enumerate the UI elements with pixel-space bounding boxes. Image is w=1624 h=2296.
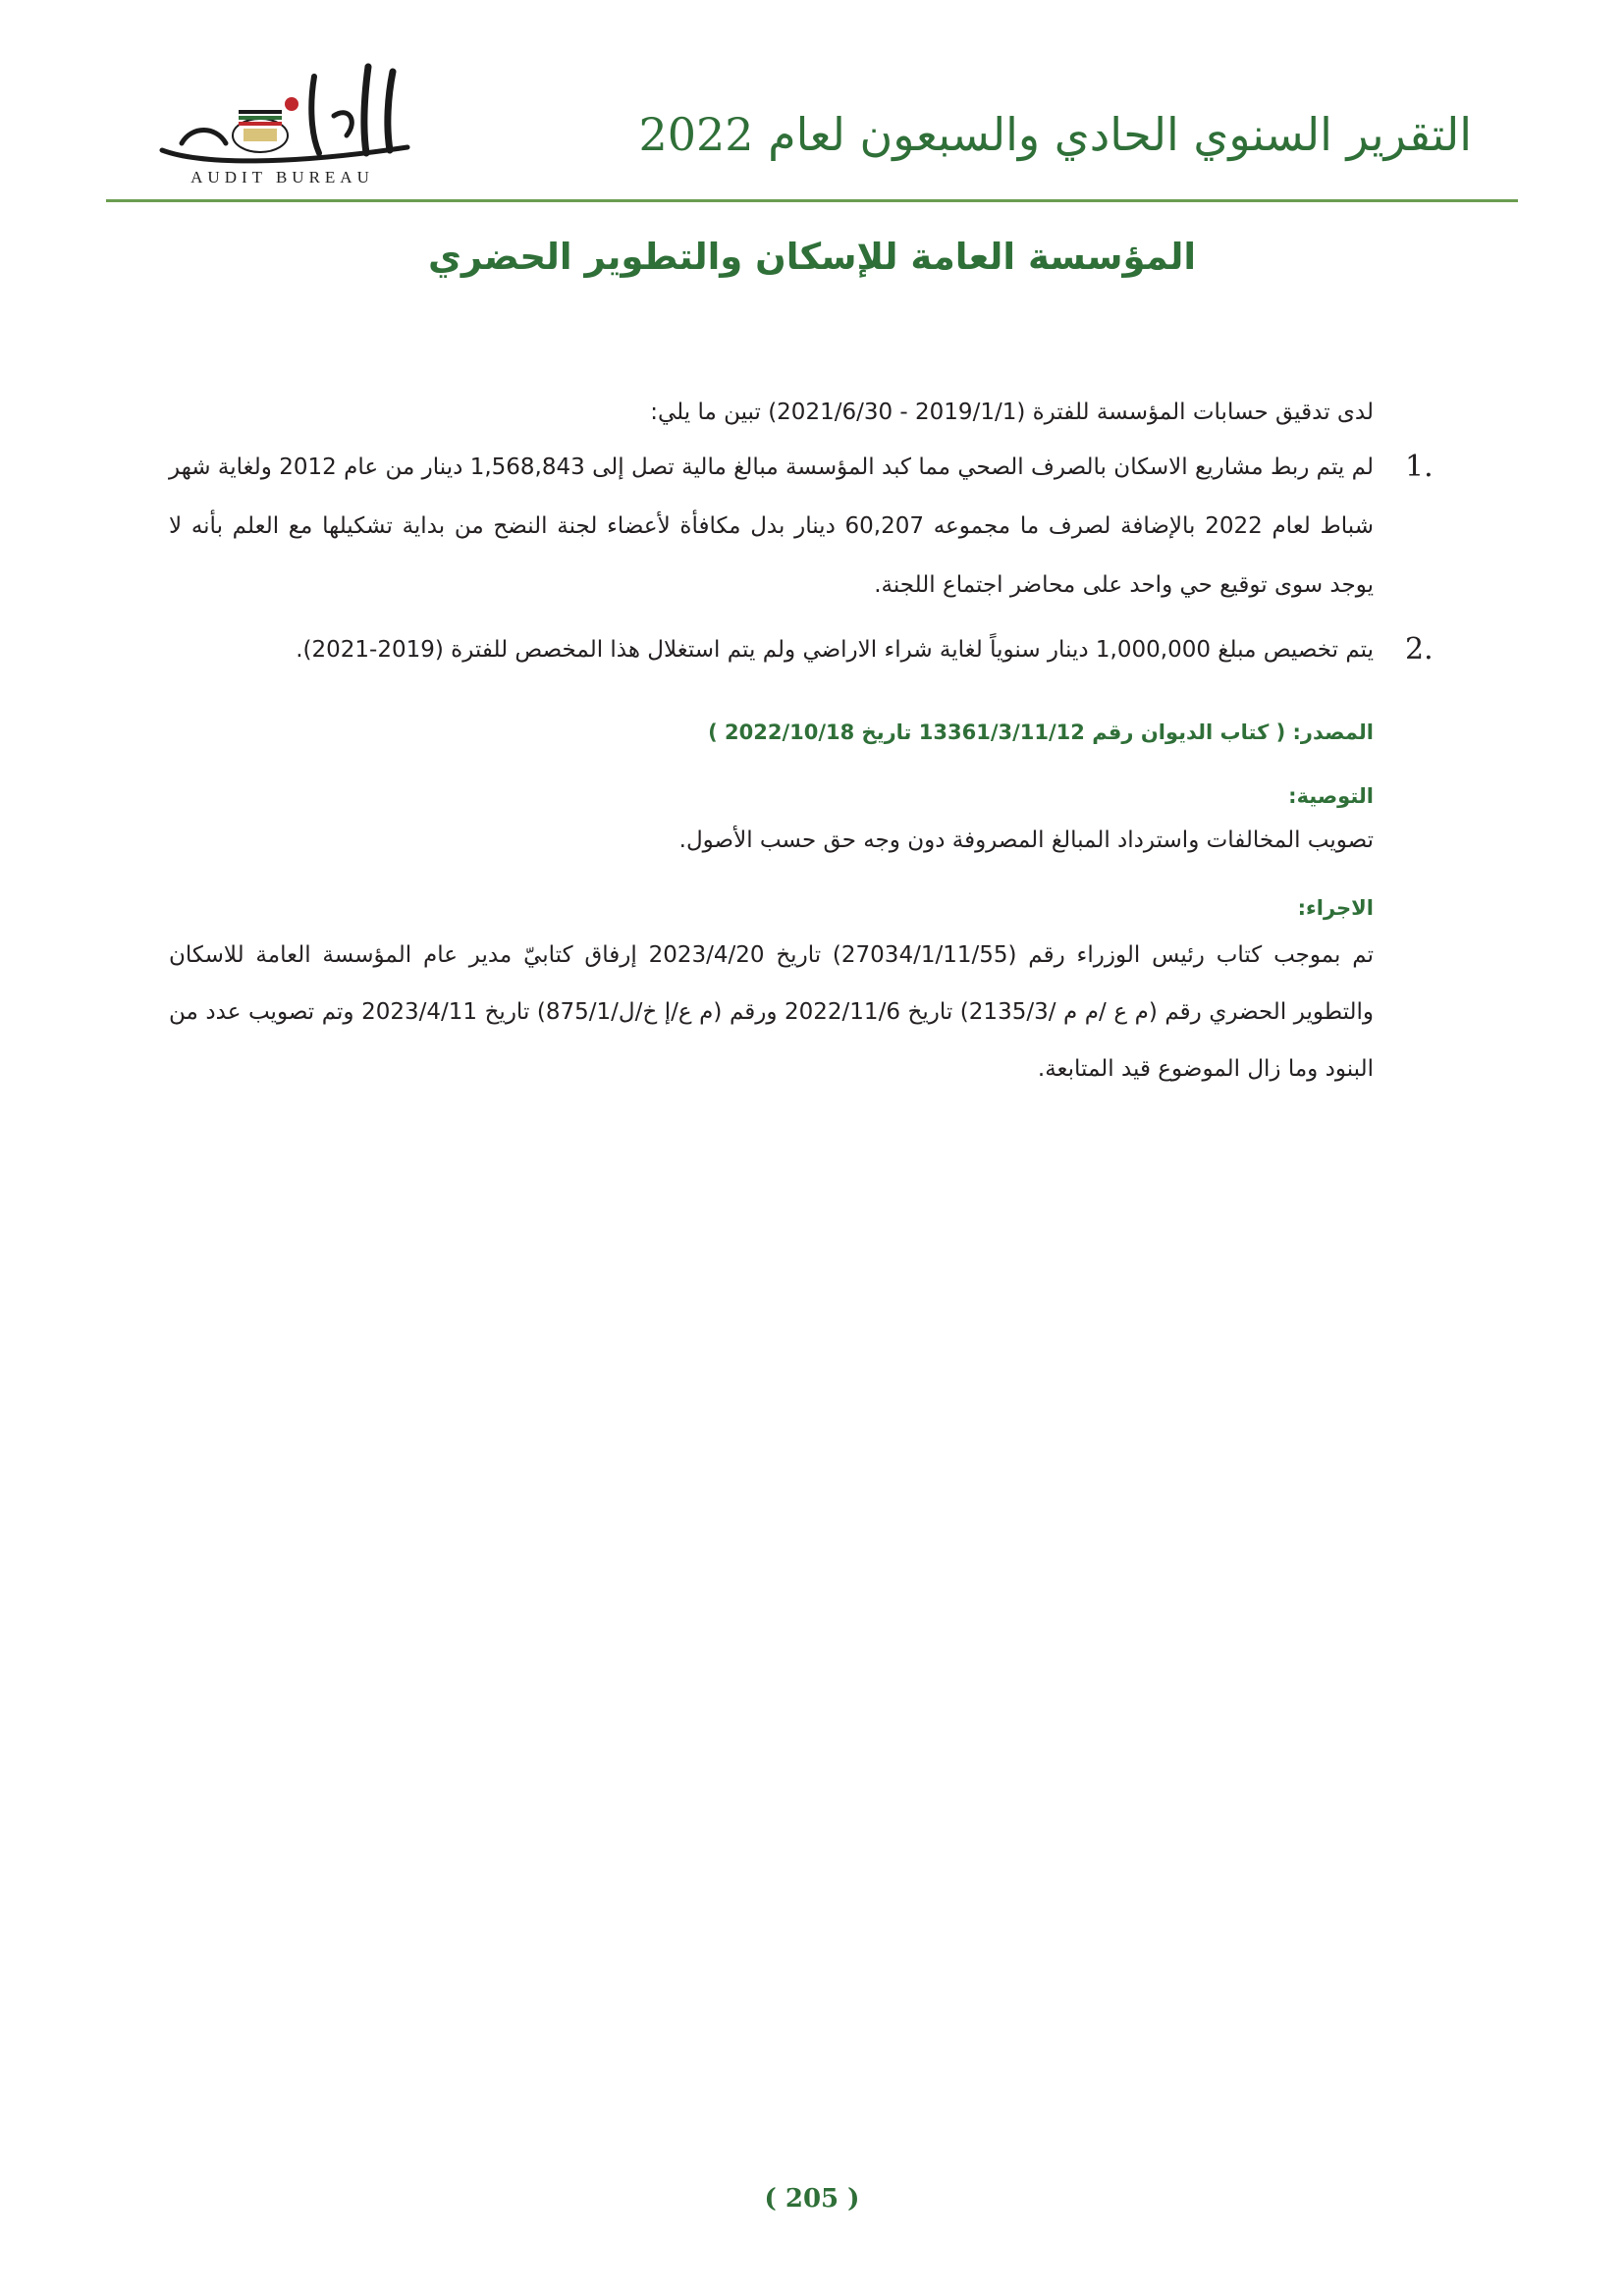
report-title: التقرير السنوي الحادي والسبعون لعام 2022 xyxy=(638,108,1472,161)
source-reference: المصدر: ( كتاب الديوان رقم 13361/3/11/12 تاريخ 2022/10/18 ) xyxy=(708,721,1374,744)
header-divider xyxy=(106,199,1518,202)
recommendation-heading: التوصية: xyxy=(1288,784,1374,808)
finding-text: لم يتم ربط مشاريع الاسكان بالصرف الصحي مما كبد المؤسسة مبالغ مالية تصل إلى 1,568,843 دينار من عام 2012 ولغاية شهر شباط لعام 2022 بالإضافة لصرف ما مجموعه 60,207 دينار بدل مكافأة لأعضاء لجنة النضح من بداية تشكيلها مع العلم بأنه لا يوجد سوى توقيع حي واحد على محاضر اجتماع اللجنة. xyxy=(169,454,1374,598)
action-heading: الاجراء: xyxy=(1297,896,1374,920)
page-number: ( 205 ) xyxy=(764,2184,860,2214)
intro-text: لدى تدقيق حسابات المؤسسة للفترة (2019/1/1 - 2021/6/30) تبين ما يلي: xyxy=(650,400,1374,425)
finding-number: 2. xyxy=(1405,632,1434,667)
finding-item-1 xyxy=(169,438,1434,614)
recommendation-text: تصويب المخالفات واسترداد المبالغ المصروفة دون وجه حق حسب الأصول. xyxy=(678,828,1374,853)
finding-number: 1. xyxy=(1405,450,1434,484)
finding-text: يتم تخصيص مبلغ 1,000,000 دينار سنوياً لغاية شراء الاراضي ولم يتم استغلال هذا المخصص للفترة (2019-2021). xyxy=(296,637,1374,663)
report-section xyxy=(169,393,1434,1097)
audit-bureau-logo xyxy=(142,57,422,189)
finding-item-2 xyxy=(169,620,1434,679)
action-text: تم بموجب كتاب رئيس الوزراء رقم (27034/1/11/55) تاريخ 2023/4/20 إرفاق كتابيّ مدير عام المؤسسة العامة للاسكان والتطوير الحضري رقم (م ع /م م /2135/3) تاريخ 2022/11/6 ورقم (م ع/إ خ/ل/875/1) تاريخ 2023/4/11 وتم تصويب عدد من البنود وما زال الموضوع قيد المتابعة. xyxy=(169,942,1375,1082)
entity-title: المؤسسة العامة للإسكان والتطوير الحضري xyxy=(427,236,1197,278)
logo-caption: AUDIT BUREAU xyxy=(190,168,374,187)
